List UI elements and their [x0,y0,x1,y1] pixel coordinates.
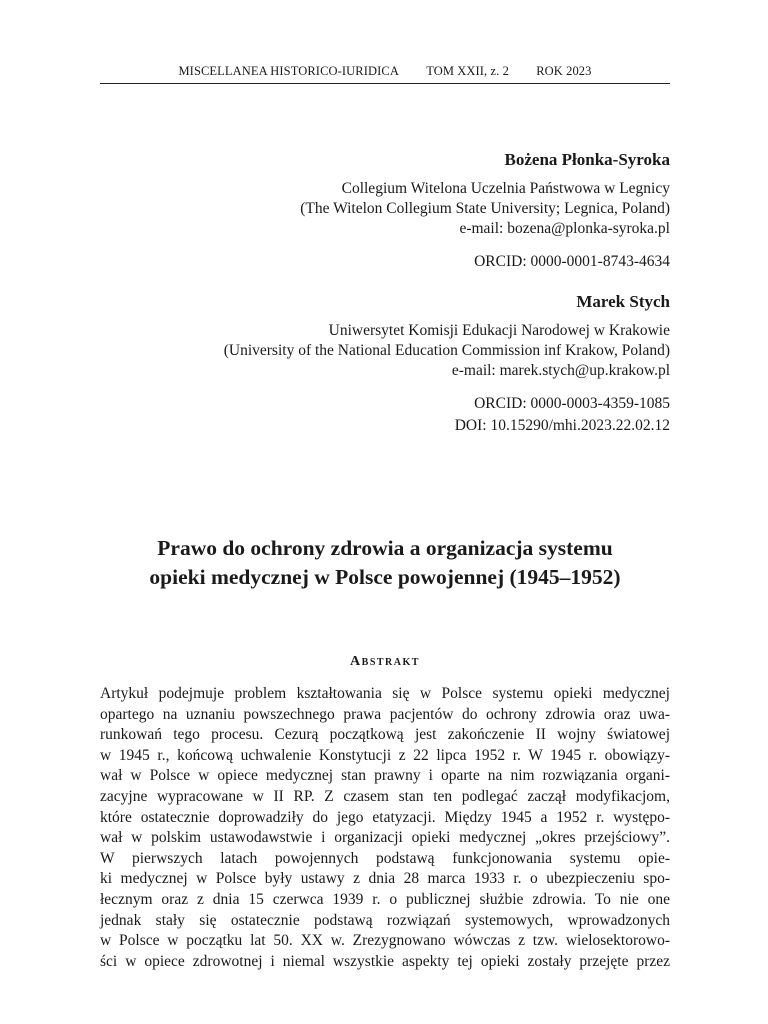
journal-name: MISCELLANEA HISTORICO-IURIDICA [178,64,399,78]
abstract-line: runkowań tego procesu. Cezurą początkową jest zakończenie II wojny światowej [100,726,670,744]
abstract-line: ki medycznej w Polsce były ustawy z dnia 28 marca 1933 r. o ubezpieczeniu spo- [100,870,670,888]
author-email[interactable]: e-mail: marek.stych@up.krakow.pl [451,362,670,379]
abstract-line: w 1945 r., końcową uchwalenie Konstytucji z 22 lipca 1952 r. W 1945 r. obowiązy- [100,746,670,764]
abstract-line: wał w polskim ustawodawstwie i organizacji opieki medycznej „okres przejściowy”. [100,829,670,847]
abstract-line: opartego na uznaniu powszechnego prawa pacjentów do ochrony zdrowia oraz uwa- [100,705,670,723]
author-name: Bożena Płonka-Syroka [504,150,670,169]
abstract-line: W pierwszych latach powojennych podstawą funkcjonowania systemu opie- [100,849,670,867]
author-email[interactable]: e-mail: bozena@plonka-syroka.pl [459,220,670,237]
abstract-line: ści w opiece zdrowotnej i niemal wszystkie aspekty tej opieki zostały przejęte przez [100,952,670,970]
abstract-line: zacyjne wypracowane w II RP. Z czasem stan ten podlegać zaczął modyfikacjom, [100,787,670,805]
author-affiliation-en: (University of the National Education Commission inf Krakow, Poland) [223,342,670,359]
abstract-line: łecznym oraz z dnia 15 czerwca 1939 r. o publicznej służbie zdrowia. To nie one [100,890,670,908]
title-line: opieki medycznej w Polsce powojennej (1945–1952) [149,565,621,589]
abstract-line: które ostatecznie doprowadziły do jego etatyzacji. Między 1945 a 1952 r. występo- [100,808,670,826]
author-orcid[interactable]: ORCID: 0000-0003-4359-1085 [474,395,670,412]
abstract-body [100,684,670,972]
author-block-2 [224,292,670,436]
journal-year: ROK 2023 [536,64,592,78]
author-affiliation-en: (The Witelon Collegium State University; Legnica, Poland) [300,200,670,217]
abstract-line: jednak stały się ostatecznie podstawą rozwiązań systemowych, wprowadzonych [100,911,670,929]
author-affiliation: Uniwersytet Komisji Edukacji Narodowej w Krakowie [328,322,670,339]
author-orcid[interactable]: ORCID: 0000-0001-8743-4634 [474,253,670,270]
journal-volume: TOM XXII, z. 2 [426,64,509,78]
author-name: Marek Stych [576,292,670,311]
running-header [100,64,670,84]
article-doi[interactable]: DOI: 10.15290/mhi.2023.22.02.12 [454,417,670,434]
abstract-line: w Polsce w początku lat 50. XX w. Zrezygnowano wówczas z tzw. wielosektorowo- [100,932,670,950]
abstract-heading: Abstrakt [350,654,420,669]
author-affiliation: Collegium Witelona Uczelnia Państwowa w Legnicy [341,180,670,197]
author-block-1 [300,150,670,272]
abstract-line: wał w Polsce w opiece medycznej stan prawny i oparte na nim rozwiązania organi- [100,767,670,785]
title-line: Prawo do ochrony zdrowia a organizacja systemu [157,536,613,560]
abstract-line: Artykuł podejmuje problem kształtowania się w Polsce systemu opieki medycznej [100,685,670,702]
article-title [100,534,670,592]
